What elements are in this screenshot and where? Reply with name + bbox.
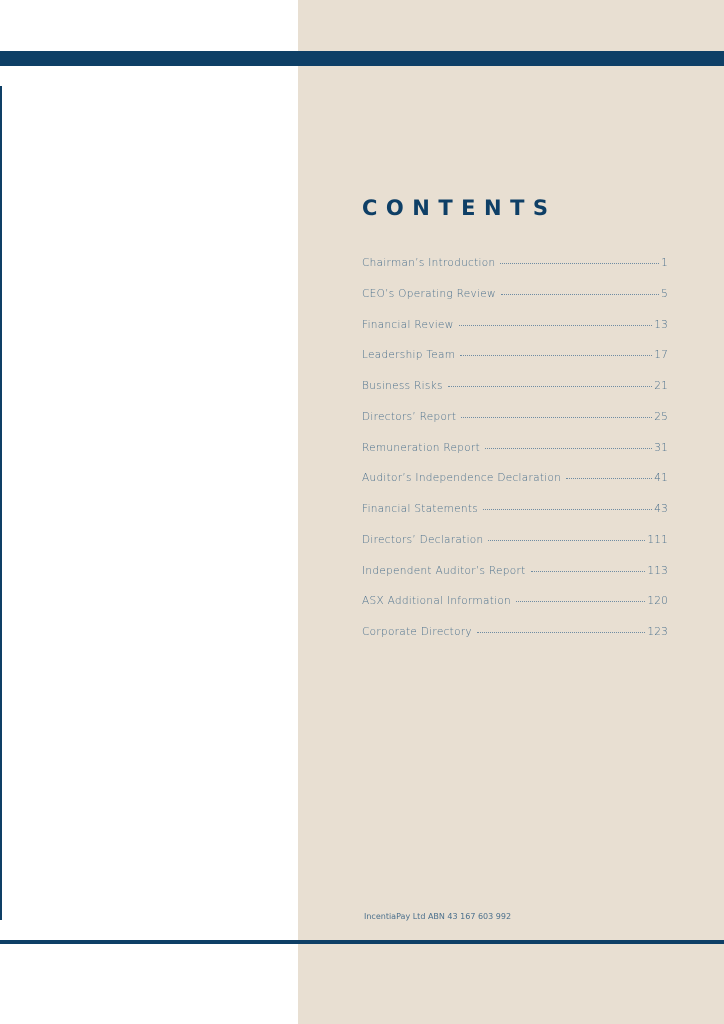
company-abn-footer: IncentiaPay Ltd ABN 43 167 603 992 [364, 912, 512, 921]
toc-dot-leader [459, 325, 653, 326]
toc-entry-label: Corporate Directory [362, 626, 472, 638]
toc-entry-label: Auditor’s Independence Declaration [362, 472, 562, 485]
toc-dot-leader [566, 478, 652, 479]
toc-entry-label: Directors’ Declaration [362, 533, 484, 546]
toc-entry[interactable] [362, 288, 668, 319]
toc-entry-page: 123 [647, 626, 668, 638]
toc-dot-leader [460, 355, 652, 356]
toc-entry[interactable] [362, 626, 668, 657]
toc-entry-label: Chairman’s Introduction [362, 257, 496, 269]
toc-entry[interactable] [362, 534, 668, 565]
toc-entry-label: Remuneration Report [362, 441, 480, 454]
toc-dot-leader [516, 601, 645, 602]
toc-entry-label: Financial Review [362, 318, 454, 331]
left-vertical-rule [0, 86, 2, 920]
top-navy-band [0, 51, 724, 66]
toc-entry-page: 25 [654, 410, 668, 423]
toc-dot-leader [485, 448, 652, 449]
toc-dot-leader [501, 294, 659, 295]
toc-entry[interactable] [362, 472, 668, 503]
toc-dot-leader [461, 417, 652, 418]
toc-entry[interactable] [362, 411, 668, 442]
toc-entry-label: Financial Statements [362, 503, 479, 515]
toc-entry-page: 21 [654, 380, 668, 392]
toc-entry-page: 31 [654, 441, 668, 454]
toc-entry[interactable] [362, 442, 668, 473]
toc-entry-label: Leadership Team [362, 349, 456, 362]
toc-entry-page: 113 [647, 564, 668, 577]
toc-entry[interactable] [362, 319, 668, 350]
toc-entry[interactable] [362, 503, 668, 534]
toc-entry-page: 43 [654, 503, 668, 515]
toc-dot-leader [483, 509, 652, 510]
toc-entry[interactable] [362, 349, 668, 380]
toc-entry[interactable] [362, 380, 668, 411]
bottom-navy-rule [0, 940, 724, 944]
toc-entry-page: 17 [654, 349, 668, 362]
toc-entry[interactable] [362, 257, 668, 288]
toc-dot-leader [448, 386, 652, 387]
toc-entry-page: 5 [661, 287, 668, 300]
toc-entry[interactable] [362, 595, 668, 626]
toc-entry-page: 120 [647, 595, 668, 608]
toc-dot-leader [477, 632, 645, 633]
toc-entry-label: ASX Additional Information [362, 595, 512, 608]
toc-dot-leader [531, 571, 646, 572]
toc-entry-page: 13 [654, 318, 668, 331]
toc-entry-page: 1 [661, 257, 668, 269]
toc-entry-page: 111 [647, 533, 668, 546]
toc-entry[interactable] [362, 565, 668, 596]
toc-entry-label: CEO’s Operating Review [362, 287, 496, 300]
toc-dot-leader [488, 540, 645, 541]
toc-entry-label: Business Risks [362, 380, 443, 392]
toc-dot-leader [500, 263, 659, 264]
toc-entry-page: 41 [654, 472, 668, 485]
toc-entry-label: Directors’ Report [362, 410, 457, 423]
contents-heading: CONTENTS [362, 196, 557, 220]
toc-entry-label: Independent Auditor’s Report [362, 564, 526, 577]
table-of-contents [362, 257, 668, 657]
